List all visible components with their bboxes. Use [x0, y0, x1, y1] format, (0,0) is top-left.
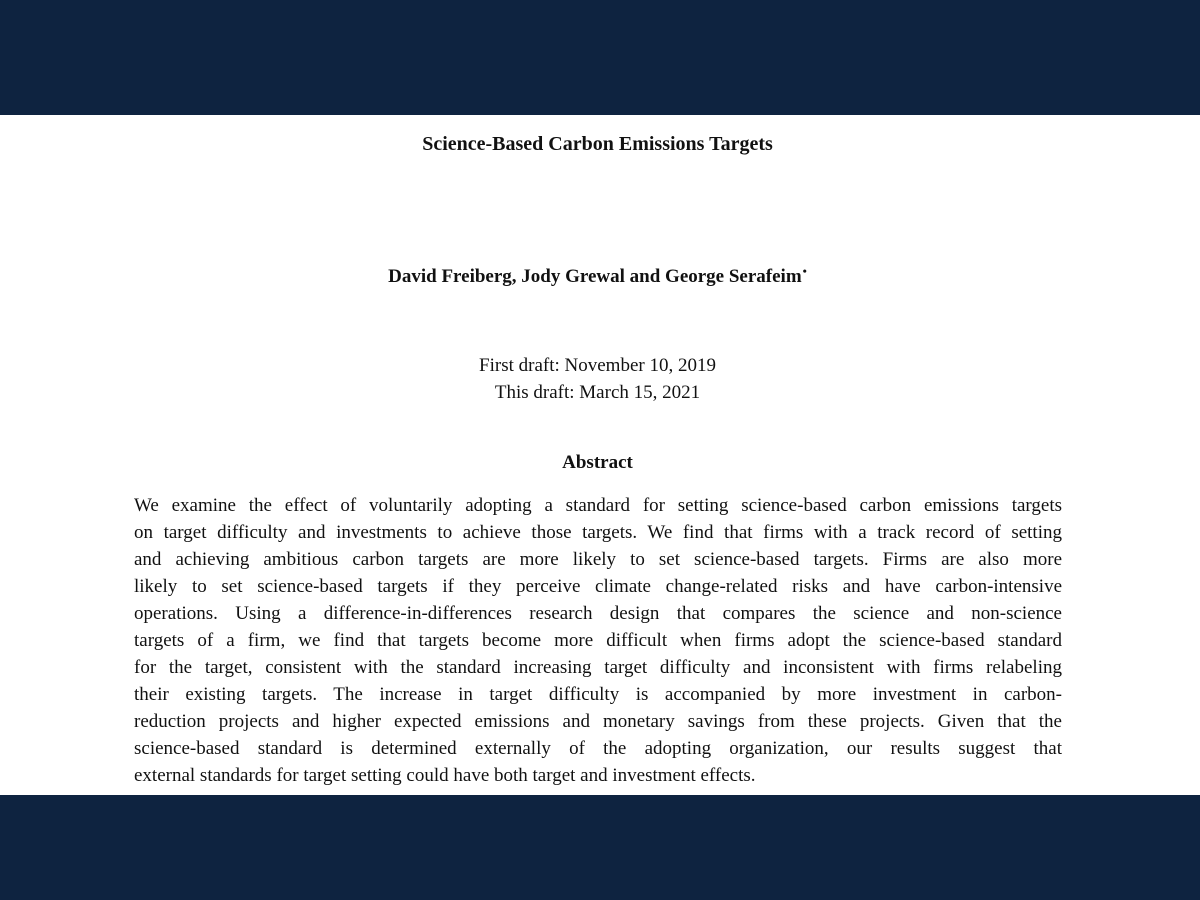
abstract-line: likely to set science-based targets if they perceive climate change-related risks and have carbon-intensive	[134, 576, 1062, 597]
paper-page	[0, 115, 1200, 795]
abstract-line: for the target, consistent with the standard increasing target difficulty and inconsistent with firms relabeling	[134, 657, 1062, 678]
abstract-line: targets of a firm, we find that targets become more difficult when firms adopt the science-based standard	[134, 630, 1062, 651]
abstract-line: We examine the effect of voluntarily adopting a standard for setting science-based carbon emissions targets	[134, 495, 1062, 516]
abstract-line: science-based standard is determined externally of the adopting organization, our results suggest that	[134, 738, 1062, 759]
paper-title: Science-Based Carbon Emissions Targets	[422, 133, 773, 155]
abstract-heading: Abstract	[562, 452, 633, 473]
abstract-line: reduction projects and higher expected emissions and monetary savings from these projects. Given that the	[134, 711, 1062, 732]
abstract-line: and achieving ambitious carbon targets are more likely to set science-based targets. Firms are also more	[134, 549, 1062, 570]
this-draft-date: This draft: March 15, 2021	[494, 382, 701, 403]
bottom-band	[0, 795, 1200, 900]
author-line	[0, 263, 1195, 288]
abstract-line: external standards for target setting could have both target and investment effects.	[134, 765, 756, 786]
top-band	[0, 0, 1200, 115]
abstract-line: their existing targets. The increase in target difficulty is accompanied by more investment in carbon-	[134, 684, 1062, 705]
abstract-line: on target difficulty and investments to achieve those targets. We find that firms with a track record of setting	[134, 522, 1062, 543]
first-draft-date: First draft: November 10, 2019	[479, 355, 716, 376]
authors: David Freiberg, Jody Grewal and George Serafeim	[388, 266, 802, 287]
abstract-body	[134, 492, 1062, 789]
draft-dates	[0, 352, 1195, 406]
author-footnote-mark: •	[802, 263, 807, 278]
abstract-line: operations. Using a difference-in-differences research design that compares the science and non-science	[134, 603, 1062, 624]
